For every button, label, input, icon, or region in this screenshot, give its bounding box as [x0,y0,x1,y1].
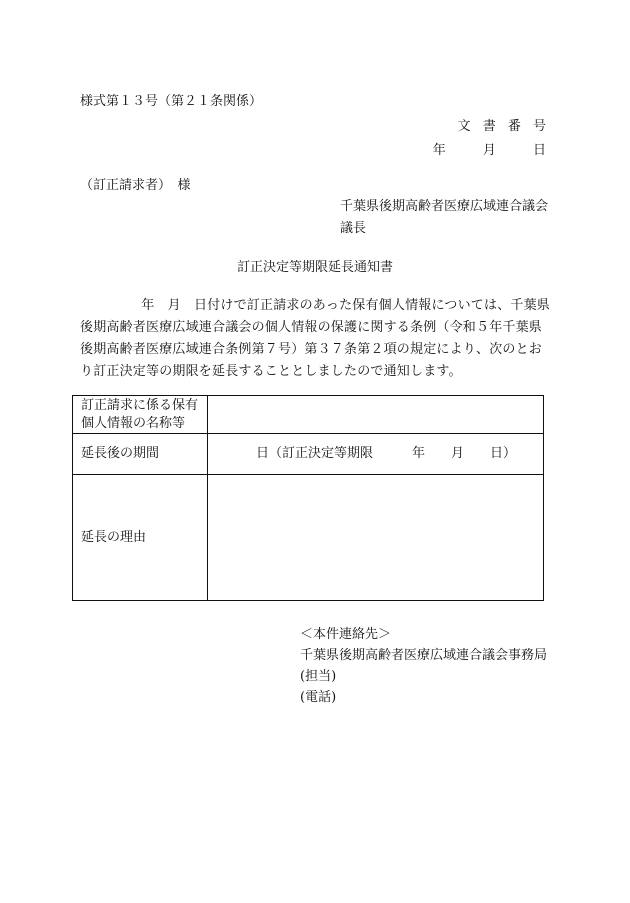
sender-title: 議長 [340,221,367,236]
row-label-extended-period: 延長後の期間 [73,434,208,475]
document-title: 訂正決定等期限延長通知書 [236,260,393,275]
table-row [73,475,544,601]
body-paragraph: 年 月 日付けで訂正請求のあった保有個人情報については、千葉県後期高齢者医療広域連合議会の個人情報の保護に関する条例（令和５年千葉県後期高齢者医療広域連合条例第７号）第３７条第２項の規定により、次のとおり訂正決定等の期限を延長することとしましたので通知します。 [80,298,551,379]
document-number-block [433,115,550,163]
info-table [72,395,544,601]
form-number: 様式第１３号（第２１条関係） [80,94,263,109]
date-label: 年 月 日 [432,143,550,158]
row-value-info-name [208,396,544,434]
row-label-reason: 延長の理由 [73,475,208,601]
contact-person: (担当) [300,669,337,684]
document-number-label: 文 書 番 号 [457,119,550,134]
table-row [73,396,544,434]
contact-phone: (電話) [300,690,337,705]
sender-organization: 千葉県後期高齢者医療広域連合議会 [340,199,549,214]
contact-heading: ＜本件連絡先＞ [300,627,392,642]
body-paragraph-container [80,295,550,383]
row-value-reason [208,475,544,601]
contact-block [300,624,547,708]
contact-office: 千葉県後期高齢者医療広域連合議会事務局 [300,648,548,663]
sender-block [340,196,548,240]
addressee: （訂正請求者） 様 [80,178,191,193]
row-label-info-name: 訂正請求に係る保有個人情報の名称等 [73,396,208,434]
row-value-extended-period: 日（訂正決定等期限 年 月 日） [208,434,544,475]
table-row [73,434,544,475]
